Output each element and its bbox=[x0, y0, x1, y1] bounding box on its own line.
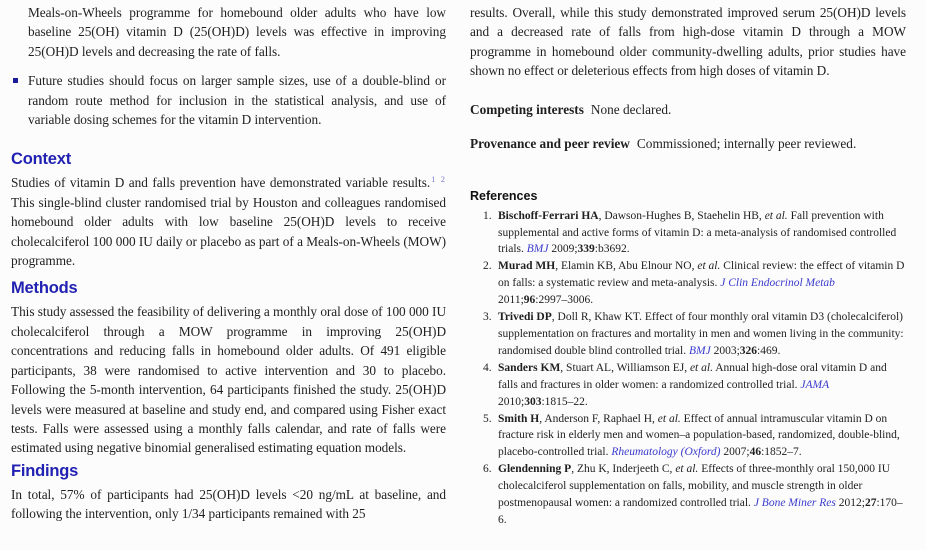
abstract-bullet-list bbox=[11, 0, 446, 129]
reference-volume: 339 bbox=[577, 243, 595, 256]
context-paragraph bbox=[11, 173, 446, 270]
reference-item bbox=[470, 360, 906, 411]
journal-link[interactable]: Rheumatology (Oxford) bbox=[611, 446, 721, 459]
reference-volume: 96 bbox=[523, 294, 536, 307]
journal-link[interactable]: JAMA bbox=[800, 378, 830, 391]
reference-text: Trivedi DP, Doll R, Khaw KT. Effect of four monthly oral vitamin D3 (cholecalciferol) supplementation on fractures and mortality in men and women living in the community: randomised double blind controlled trial. BMJ 2003;326:469. bbox=[498, 311, 904, 357]
reference-item bbox=[470, 461, 906, 529]
reference-number: 5. bbox=[483, 412, 492, 425]
journal-link[interactable]: J Clin Endocrinol Metab bbox=[720, 277, 835, 290]
context-text-before-citation: Studies of vitamin D and falls prevention have demonstrated variable results. bbox=[11, 175, 431, 191]
et-al: et al. bbox=[657, 412, 681, 425]
abstract-bullet-continuation bbox=[11, 3, 446, 61]
article-left-column bbox=[11, 0, 446, 524]
journal-link[interactable]: BMJ bbox=[526, 243, 549, 256]
section-heading-methods: Methods bbox=[11, 279, 78, 298]
reference-volume: 303 bbox=[524, 395, 542, 408]
bullet-square-icon bbox=[13, 78, 18, 83]
reference-text: Bischoff-Ferrari HA, Dawson-Hughes B, Staehelin HB, et al. Fall prevention with supplemental and active forms of vitamin D: a meta-analysis of randomised controlled trials. BMJ 2009;339:b3692. bbox=[498, 209, 897, 256]
section-heading-findings: Findings bbox=[11, 461, 79, 480]
reference-volume: 27 bbox=[864, 497, 877, 510]
abstract-bullet bbox=[11, 71, 446, 129]
reference-text: Murad MH, Elamin KB, Abu Elnour NO, et al. Clinical review: the effect of vitamin D on falls: a systematic review and meta-analysis. J Clin Endocrinol Metab 2011;96:2997–3006. bbox=[498, 260, 905, 307]
reference-number: 4. bbox=[483, 361, 492, 374]
et-al: et al. bbox=[764, 209, 788, 222]
reference-item bbox=[470, 309, 906, 360]
section-heading-context: Context bbox=[11, 150, 72, 169]
bullet-text: Future studies should focus on larger sample sizes, use of a double-blind or random route method for inclusion in the statistical analysis, and use of variable dosing schemes for the vitamin D intervention. bbox=[28, 73, 446, 128]
references-heading: References bbox=[470, 188, 538, 203]
reference-text: Smith H, Anderson F, Raphael H, et al. Effect of annual intramuscular vitamin D on fracture risk in elderly men and women–a population-based, randomized, double-blind, placebo-controlled trial. Rheumatology (Oxford) 2007;46:1852–7. bbox=[498, 412, 900, 459]
reference-volume: 46 bbox=[749, 446, 762, 459]
et-al: et al. bbox=[675, 463, 699, 476]
reference-number: 3. bbox=[483, 311, 492, 324]
reference-text: Sanders KM, Stuart AL, Williamson EJ, et al. Annual high-dose oral vitamin D and falls and fractures in older women: a randomized controlled trial. JAMA 2010;303:1815–22. bbox=[498, 361, 887, 408]
competing-interests-text: None declared. bbox=[590, 101, 672, 117]
journal-link[interactable]: J Bone Miner Res bbox=[753, 497, 836, 510]
reference-volume: 326 bbox=[739, 344, 758, 357]
reference-item bbox=[470, 208, 906, 259]
reference-number: 6. bbox=[483, 463, 492, 476]
article-right-column bbox=[470, 0, 906, 529]
provenance-label: Provenance and peer review bbox=[470, 135, 630, 151]
journal-link[interactable]: BMJ bbox=[689, 344, 711, 357]
references-list bbox=[470, 208, 906, 529]
reference-first-author: Trivedi DP bbox=[498, 311, 552, 324]
reference-item bbox=[470, 258, 906, 309]
reference-text: Glendenning P, Zhu K, Inderjeeth C, et al. Effects of three-monthly oral 150,000 IU cholecalciferol supplementation on falls, mobility, and muscle strength in older postmenopausal women: a randomized controlled trial. J Bone Miner Res 2012;27:170–6. bbox=[498, 463, 903, 526]
competing-interests-statement bbox=[470, 101, 906, 119]
findings-paragraph: In total, 57% of participants had 25(OH)D levels <20 ng/mL at baseline, and following the intervention, only 1/34 participants remained with 25 bbox=[11, 486, 446, 522]
provenance-text: Commissioned; internally peer reviewed. bbox=[636, 135, 857, 151]
reference-first-author: Smith H bbox=[498, 412, 540, 425]
reference-first-author: Bischoff-Ferrari HA bbox=[498, 209, 599, 222]
reference-first-author: Murad MH bbox=[498, 260, 556, 273]
reference-first-author: Sanders KM bbox=[498, 361, 561, 374]
reference-number: 2. bbox=[483, 260, 492, 273]
bullet-text: Meals-on-Wheels programme for homebound older adults who have low baseline 25(OH) vitamin D (25(OH)D) levels was effective in improving 25(OH)D levels and decreasing the rate of falls. bbox=[28, 5, 446, 59]
reference-number: 1. bbox=[483, 209, 492, 222]
reference-item bbox=[470, 411, 906, 462]
methods-paragraph: This study assessed the feasibility of delivering a monthly oral dose of 100 000 IU cholecalciferol through a MOW programme in improving 25(OH)D concentrations and reducing falls in homebound older adults. Of 491 eligible participants, 38 were randomised to active intervention and 30 to placebo. Following the 5-month intervention, 64 participants finished the study. 25(OH)D levels were measured at baseline and study end, and compared using Fisher exact tests. Falls were assessed using a monthly falls calendar, and rate of falls were estimated using negative binomial generalised estimating equation models. bbox=[11, 304, 446, 456]
provenance-statement bbox=[470, 135, 906, 153]
citation-links[interactable]: 1 2 bbox=[431, 174, 447, 185]
reference-first-author: Glendenning P bbox=[498, 463, 572, 476]
context-text-after-citation: This single-blind cluster randomised trial by Houston and colleagues randomised homebound older adults with low baseline 25(OH)D levels to receive cholecalciferol 100 000 IU daily or placebo as part of a Meals-on-Wheels (MOW) programme. bbox=[11, 194, 446, 269]
et-al: et al. bbox=[689, 361, 713, 374]
commentary-continuation-paragraph: results. Overall, while this study demonstrated improved serum 25(OH)D levels and a decreased rate of falls from high-dose vitamin D through a MOW programme in homebound older community-dwelling adults, prior studies have shown no effect or deleterious effects from high doses of vitamin D. bbox=[470, 5, 906, 79]
competing-interests-label: Competing interests bbox=[470, 101, 584, 117]
et-al: et al. bbox=[697, 260, 721, 273]
